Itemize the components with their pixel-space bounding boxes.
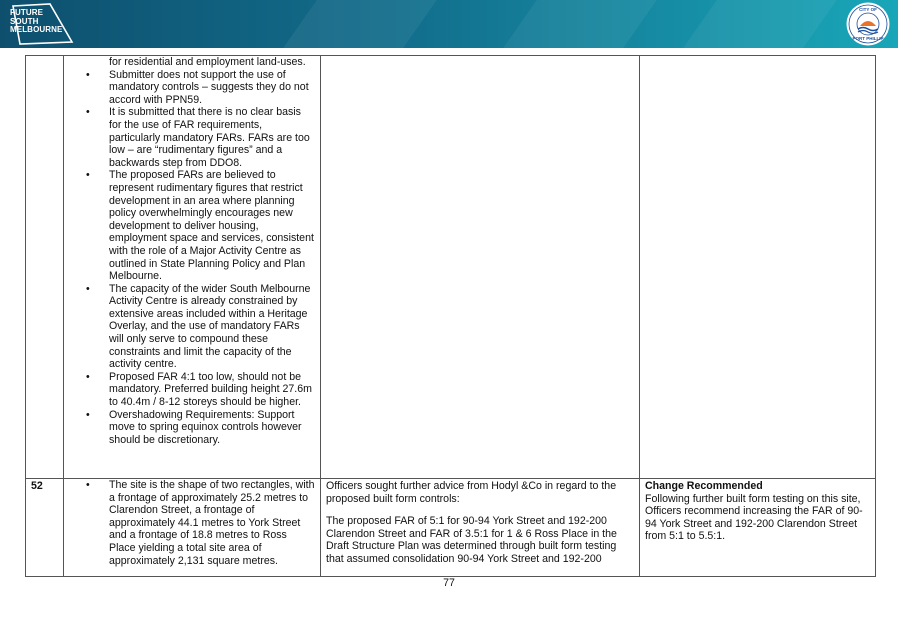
- list-item: [64, 371, 320, 409]
- bullet-icon: •: [86, 169, 90, 182]
- list-item: [64, 409, 320, 447]
- response-paragraph: Officers sought further advice from Hodyl &Co in regard to the proposed built form controls:: [326, 480, 617, 505]
- submissions-table: [25, 55, 876, 577]
- officer-response-cell: [321, 479, 640, 577]
- logo-line: SOUTH: [10, 16, 39, 26]
- logo-line: MELBOURNE: [10, 25, 63, 34]
- future-south-melbourne-logo[interactable]: [10, 9, 62, 35]
- recommendation-cell: [640, 56, 876, 479]
- table-row: [26, 56, 876, 479]
- submission-cell: [64, 479, 321, 577]
- seal-top-text: CITY OF: [859, 7, 877, 12]
- point-text: The proposed FARs are believed to represent rudimentary figures that restrict development in an area where planning policy overwhelmingly encourages new development to deliver housing, employment space and services, consistent with the role of a Major Activity Centre as outlined in State Planning Policy and Plan Melbourne.: [109, 169, 314, 283]
- list-item: [64, 169, 320, 282]
- response-paragraph: The proposed FAR of 5:1 for 90-94 York Street and 192-200 Clarendon Street and FAR of 3.5:1 for 1 & 6 Ross Place in the Draft Structure Plan was determined through built form testing that assumed consolidation 90-94 York Street and 192-200: [326, 515, 617, 565]
- bullet-icon: •: [86, 106, 90, 119]
- point-text: The capacity of the wider South Melbourne Activity Centre is already constrained by extensive areas included within a Heritage Overlay, and the use of mandatory FARs will only serve to compound these constraints and limit the capacity of the activity centre.: [109, 282, 311, 371]
- table-row: [26, 479, 876, 577]
- bullet-icon: •: [86, 370, 90, 383]
- continued-text: for residential and employment land-uses.: [109, 56, 306, 68]
- point-text: It is submitted that there is no clear basis for the use of FAR requirements, particularly mandatory FARs. FARs are too low – are “rudimentary figures” and a backwards step from DDO8.: [109, 106, 310, 169]
- bullet-icon: •: [86, 68, 90, 81]
- header-banner: [0, 0, 898, 48]
- row-number: 52: [26, 479, 64, 577]
- row-number-cell: [26, 56, 64, 479]
- seal-bottom-text: PORT PHILLIP: [852, 36, 884, 41]
- recommendation-text: Following further built form testing on this site, Officers recommend increasing the FAR of 90-94 York Street and 192-200 Clarendon Street from 5:1 to 5.5:1.: [645, 492, 863, 543]
- list-item: [64, 106, 320, 169]
- recommendation-title: Change Recommended: [645, 480, 763, 492]
- officer-response-cell: [321, 56, 640, 479]
- submission-points: [64, 479, 320, 567]
- bullet-icon: •: [86, 282, 90, 295]
- list-item: [64, 69, 320, 107]
- point-text: The site is the shape of two rectangles, with a frontage of approximately 25.2 metres to Clarendon Street, a frontage of approximately 44.1 metres to York Street and a frontage of 18.8 metres to Ross Place yielding a total site area of approximately 2,131 square metres.: [109, 479, 315, 567]
- list-item: [64, 283, 320, 371]
- submission-cell: [64, 56, 321, 479]
- recommendation-cell: [640, 479, 876, 577]
- point-text: Overshadowing Requirements: Support move to spring equinox controls however should be discretionary.: [109, 408, 302, 446]
- list-item: [64, 479, 320, 567]
- city-of-port-phillip-seal[interactable]: [846, 2, 890, 46]
- point-text: Submitter does not support the use of mandatory controls – suggests they do not accord with PPN59.: [109, 68, 309, 106]
- point-text: Proposed FAR 4:1 too low, should not be mandatory. Preferred building height 27.6m to 40.4m / 8-12 storeys should be higher.: [109, 370, 312, 409]
- bullet-icon: •: [86, 408, 90, 421]
- page-number: 77: [443, 577, 455, 589]
- bullet-icon: •: [86, 479, 90, 491]
- submission-points: [64, 69, 320, 447]
- logo-line: FUTURE: [10, 8, 44, 17]
